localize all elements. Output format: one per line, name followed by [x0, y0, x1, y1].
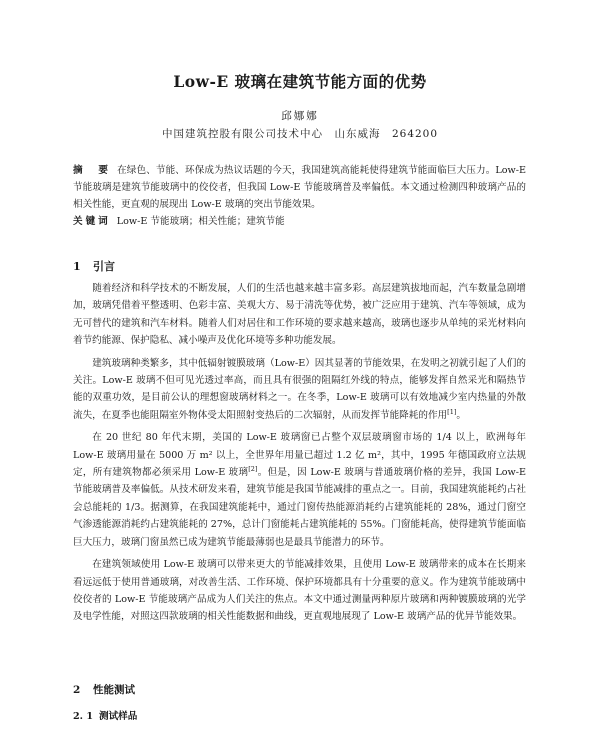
- paragraph: 随着经济和科学技术的不断发展，人们的生活也越来越丰富多彩。高层建筑拔地而起，汽车数量急剧增加，玻璃凭借着平整透明、色彩丰富、美观大方、易于清洗等优势，被广泛应用于建筑、汽车等领域，成为无可替代的建筑和汽车材料。随着人们对居住和工作环境的要求越来越高，玻璃也逐步从单纯的采光材料向着节约能源、保护隐私、减小噪声及优化环境等多种功能发展。: [73, 283, 526, 347]
- keywords-label: 关键词: [73, 216, 111, 227]
- section-2-1-heading: [73, 708, 137, 722]
- abstract-label: 摘 要: [73, 165, 112, 176]
- section-2-number: 2: [73, 684, 81, 696]
- paper-title: Low-E 玻璃在建筑节能方面的优势: [173, 72, 427, 91]
- paragraph: [73, 429, 526, 551]
- paragraph: 建筑玻璃种类繁多，其中低辐射镀膜玻璃（Low-E）因其显著的节能效果，在发明之初就引起了人们的关注。Low-E 玻璃不但可见光透过率高，而且具有很强的阻隔红外线的特点，能够发挥自然采光和隔热节能的双重功效，是目前公认的理想窗玻璃材料之一。在冬季，Low-E 玻璃可以有效地减少室内热量的外散流失，在夏季也能阻隔室外物体受太阳照射变热后的二次辐射，从而发挥节能降耗的作用[1]。: [73, 357, 526, 421]
- citation: [2]: [248, 464, 258, 473]
- keywords-text: Low-E 节能玻璃；相关性能；建筑节能: [116, 216, 285, 227]
- section-1-number: 1: [73, 260, 81, 273]
- section-1-heading: [73, 258, 115, 274]
- section-2-title: 性能测试: [93, 684, 135, 696]
- author-name: 邱娜娜: [281, 110, 319, 122]
- paragraph-text: 。但是，因 Low-E 玻璃与普通玻璃价格的差异，我国 Low-E 节能玻璃普及率偏低。从技术研发来看，建筑节能是我国节能减排的重点之一。目前，我国建筑能耗约占社会总能耗的 1/3。据测算，在我国建筑能耗中，通过门窗传热能源消耗约占建筑能耗的 28%，通过门窗空气渗透能源消耗约占建筑能耗的 27%，总计门窗能耗占建筑能耗的 55%。门窗能耗高，使得建筑节能面临巨大压力，玻璃门窗虽然已成为建筑节能最薄弱也是最具节能潜力的环节。: [73, 467, 527, 548]
- paragraph-text: 在 20 世纪 80 年代末期，美国的 Low-E 玻璃窗已占整个双层玻璃窗市场的 1/4 以上，欧洲每年 Low-E 玻璃用量在 5000 万 m² 以上，全世界年用量已超过 1.2 亿 m²，其中，1995 年德国政府立法规定，所有建筑物都必须采用 Low-E 玻璃: [73, 432, 526, 479]
- citation: [1]: [447, 407, 457, 416]
- paragraph-text: 建筑玻璃种类繁多，其中低辐射镀膜玻璃（Low-E）因其显著的节能效果，在发明之初就引起了人们的关注。Low-E 玻璃不但可见光透过率高，而且具有很强的阻隔红外线的特点，能够发挥自然采光和隔热节能的双重功效，是目前公认的理想窗玻璃材料之一。在冬季，Low-E 玻璃可以有效地减少室内热量的外散流失，在夏季也能阻隔室外物体受太阳照射变热后的二次辐射，从而发挥节能降耗的作用: [73, 357, 526, 421]
- abstract-text: 在绿色、节能、环保成为热议话题的今天，我国建筑高能耗使得建筑节能面临巨大压力。Low-E 节能玻璃是建筑节能玻璃中的佼佼者，但我国 Low-E 节能玻璃普及率偏低。本文通过检测四种玻璃产品的相关性能，更直观的展现出 Low-E 玻璃的突出节能效果。: [73, 165, 527, 210]
- section-2-heading: [73, 682, 135, 697]
- keywords: [73, 213, 526, 230]
- author-affiliation: 中国建筑控股有限公司技术中心 山东威海 264200: [161, 128, 439, 140]
- section-2-1-title: 测试样品: [99, 711, 138, 722]
- section-1-title: 引言: [93, 260, 115, 273]
- section-2-1-number: 2. 1: [73, 711, 94, 722]
- abstract: [73, 162, 526, 213]
- section-1-body: [73, 280, 526, 631]
- paragraph: 在建筑领域使用 Low-E 玻璃可以带来更大的节能减排效果，且使用 Low-E 玻璃带来的成本在长期来看远远低于使用普通玻璃，对改善生活、工作环境、保护环境都具有十分重要的意义。作为建筑节能玻璃中佼佼者的 Low-E 节能玻璃产品成为人们关注的焦点。本文中通过测量两种原片玻璃和两种镀膜玻璃的光学及电学性能，对照这四款玻璃的相关性能数据和曲线，更直观地展现了 Low-E 玻璃产品的优异节能效果。: [73, 559, 526, 623]
